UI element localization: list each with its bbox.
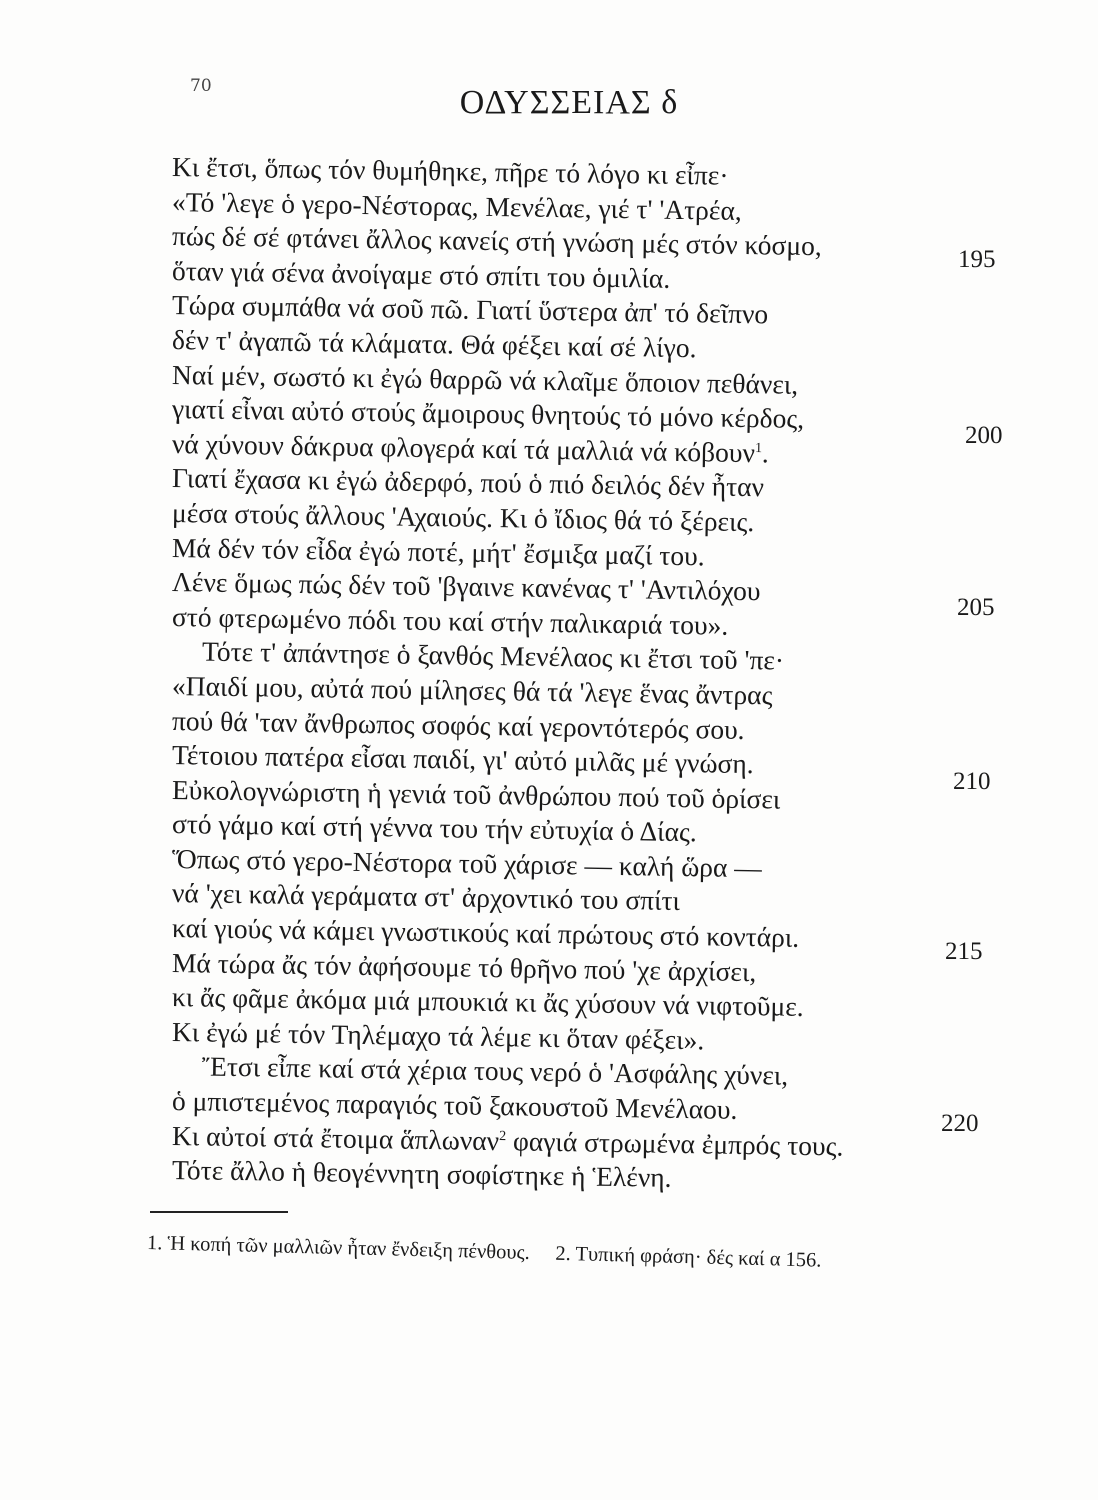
verse-text: Τώρα συμπάθα νά σοῦ πῶ. Γιατί ὕστερα ἀπ' τό δεῖπνο bbox=[171, 289, 769, 330]
verse-text: πώς δέ σέ φτάνει ἄλλος κανείς στή γνώση μές στόν κόσμο, bbox=[171, 220, 822, 262]
line-number: 210 bbox=[953, 768, 991, 795]
verse-text: Κι ἔτσι, ὅπως τόν θυμήθηκε, πῆρε τό λόγο κι εἶπε· bbox=[171, 151, 729, 191]
footnote-1: 1. Ἡ κοπή τῶν μαλλιῶν ἦταν ἔνδειξη πένθους. bbox=[146, 1232, 531, 1265]
verse-text: Ναί μέν, σωστό κι ἐγώ θαρρῶ νά κλαῖμε ὅποιον πεθάνει, bbox=[171, 358, 799, 400]
verse-text: Λένε ὅμως πώς δέν τοῦ 'βγαινε κανένας τ' 'Αντιλόχου bbox=[171, 566, 761, 607]
verse-text: Μά τώρα ἄς τόν ἀφήσουμε τό θρῆνο πού 'χε ἀρχίσει, bbox=[171, 946, 757, 987]
line-number: 195 bbox=[958, 246, 996, 273]
verse-text: Μά δέν τόν εἶδα ἐγώ ποτέ, μήτ' ἔσμιξα μαζί του. bbox=[171, 531, 705, 571]
page-number: 70 bbox=[190, 76, 212, 96]
verse-text: στό γάμο καί στή γέννα του τήν εὐτυχία ὁ Δίας. bbox=[171, 808, 698, 848]
verse-text: μέσα στούς ἄλλους 'Αχαιούς. Κι ὁ ἴδιος θά τό ξέρεις. bbox=[171, 496, 755, 538]
verse-text: κι ἄς φᾶμε ἀκόμα μιά μπουκιά κι ἄς χύσουν νά νιφτοῦμε. bbox=[171, 981, 804, 1023]
line-number: 205 bbox=[957, 594, 995, 621]
verse-block bbox=[171, 150, 932, 1194]
verse-text-continued: . bbox=[761, 437, 770, 469]
footnote-marker: 2 bbox=[499, 1128, 507, 1144]
footnotes bbox=[147, 1232, 822, 1273]
verse-text: Τότε ἄλλο ἡ θεογέννητη σοφίστηκε ἡ Ἑλένη. bbox=[171, 1154, 672, 1194]
running-head: ΟΔΥΣΣΕΙΑΣ δ bbox=[459, 84, 679, 121]
verse-text: Τέτοιου πατέρα εἶσαι παιδί, γι' αὐτό μιλᾶς μέ γνώση. bbox=[171, 739, 754, 780]
verse-text: «Παιδί μου, αὐτά πού μίλησες θά τά 'λεγε ἕνας ἄντρας bbox=[171, 669, 773, 711]
verse-text: πού θά 'ταν ἄνθρωπος σοφός καί γεροντότερός σου. bbox=[171, 704, 745, 745]
verse-text: ὅταν γιά σένα ἀνοίγαμε στό σπίτι του ὁμιλία. bbox=[171, 254, 671, 294]
footnote-marker: 1 bbox=[754, 440, 763, 456]
verse-text: γιατί εἶναι αὐτό στούς ἄμοιρους θνητούς τό μόνο κέρδος, bbox=[171, 393, 805, 435]
line-number: 220 bbox=[941, 1110, 979, 1137]
verse-text: Κι ἐγώ μέ τόν Τηλέμαχο τά λέμε κι ὅταν φέξει». bbox=[171, 1015, 705, 1056]
verse-text: «Τό 'λεγε ὁ γερο-Νέστορας, Μενέλαε, γιέ τ' 'Ατρέα, bbox=[171, 185, 742, 226]
verse-text: καί γιούς νά κάμει γνωστικούς καί πρώτους στό κοντάρι. bbox=[171, 912, 800, 953]
verse-text: Ὅπως στό γερο-Νέστορα τοῦ χάρισε — καλή ὥρα — bbox=[171, 842, 763, 884]
verse-text: Ἔτσι εἶπε καί στά χέρια τους νερό ὁ 'Ασφάλης χύνει, bbox=[201, 1050, 789, 1092]
verse-text: Γιατί ἔχασα κι ἐγώ ἀδερφό, πού ὁ πιό δειλός δέν ἦταν bbox=[171, 462, 765, 503]
footnote-2: 2. Τυπική φράση· δές καί α 156. bbox=[555, 1242, 822, 1272]
line-number: 200 bbox=[965, 422, 1003, 449]
line-number: 215 bbox=[945, 938, 983, 965]
verse-text: Κι αὐτοί στά ἔτοιμα ἅπλωναν bbox=[171, 1119, 500, 1156]
verse-text: Εὐκολογνώριστη ἡ γενιά τοῦ ἀνθρώπου πού τοῦ ὁρίσει bbox=[171, 773, 781, 815]
footnote-rule bbox=[150, 1211, 288, 1213]
verse-text: νά χύνουν δάκρυα φλογερά καί τά μαλλιά νά κόβουν bbox=[171, 427, 756, 468]
verse-text: Τότε τ' ἀπάντησε ὁ ξανθός Μενέλαος κι ἔτσι τοῦ 'πε· bbox=[201, 635, 785, 676]
verse-text-continued: φαγιά στρωμένα ἐμπρός τους. bbox=[505, 1124, 844, 1162]
verse-text: δέν τ' ἀγαπῶ τά κλάματα. Θά φέξει καί σέ λίγο. bbox=[171, 323, 697, 364]
verse-text: νά 'χει καλά γεράματα στ' ἀρχοντικό του σπίτι bbox=[171, 877, 681, 917]
verse-text: στό φτερωμένο πόδι του καί στήν παλικαριά του». bbox=[171, 600, 729, 641]
verse-text: ὁ μπιστεμένος παραγιός τοῦ ξακουστοῦ Μενέλαου. bbox=[171, 1085, 738, 1125]
